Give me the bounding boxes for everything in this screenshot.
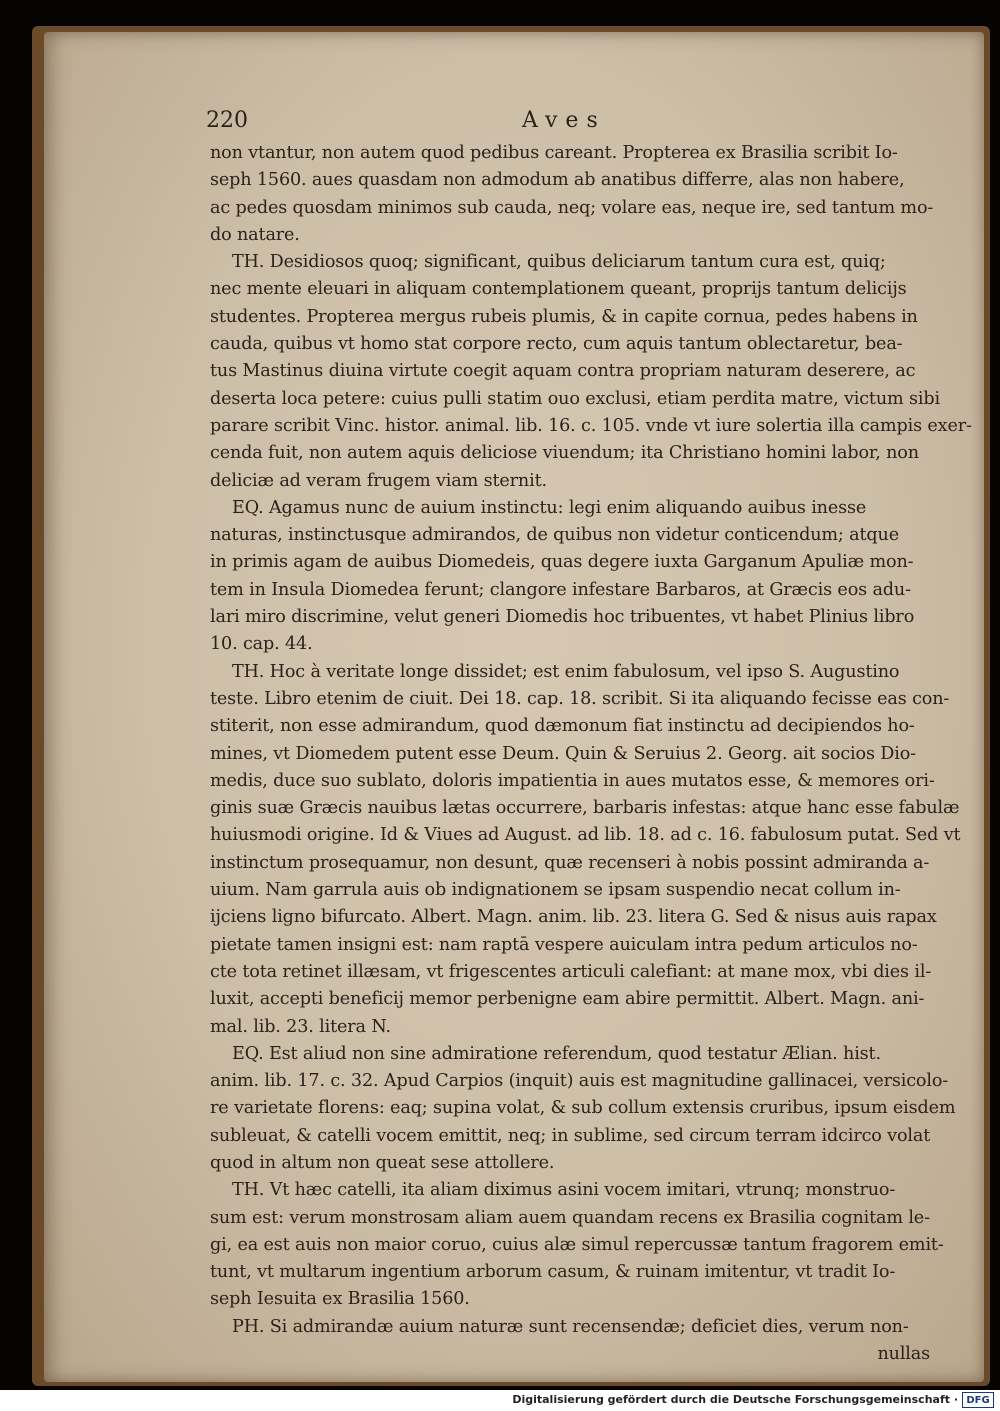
text-line: nec mente eleuari in aliquam contemplationem queant, proprijs tantum delicijs (210, 279, 907, 300)
text-line: deliciæ ad veram frugem viam sternit. (210, 470, 547, 491)
text-line: parare scribit Vinc. histor. animal. lib. 16. c. 105. vnde vt iure solertia illa campis exer- (210, 415, 972, 436)
funding-notice: Digitalisierung gefördert durch die Deutsche Forschungsgemeinschaft · (512, 1393, 958, 1406)
text-line: in primis agam de auibus Diomedeis, quas degere iuxta Garganum Apuliæ mon- (210, 552, 914, 573)
text-line: studentes. Propterea mergus rubeis plumis, & in capite cornua, pedes habens in (210, 306, 918, 327)
text-line: non vtantur, non autem quod pedibus careant. Propterea ex Brasilia scribit Io- (210, 143, 898, 163)
text-line: naturas, instinctusque admirandos, de quibus non videtur conticendum; atque (210, 525, 899, 546)
text-line: quod in altum non queat sese attollere. (210, 1152, 555, 1173)
text-line: sum est: verum monstrosam aliam auem quandam recens ex Brasilia cognitam le- (210, 1207, 930, 1228)
text-line: TH. Hoc à veritate longe dissidet; est enim fabulosum, vel ipso S. Augustino (232, 661, 900, 682)
text-line: luxit, accepti beneficij memor perbenigne eam abire permittit. Albert. Magn. ani- (210, 989, 925, 1010)
text-line: pietate tamen insigni est: nam raptā vespere auiculam intra pedum articulos no- (210, 934, 918, 955)
body-text (210, 140, 972, 1368)
text-line: EQ. Est aliud non sine admiratione referendum, quod testatur Ælian. hist. (232, 1043, 881, 1064)
text-line: re varietate florens: eaq; supina volat, & sub collum extensis cruribus, ipsum eisdem (210, 1098, 956, 1119)
text-line: mal. lib. 23. litera N. (210, 1016, 391, 1037)
text-line: TH. Vt hæc catelli, ita aliam diximus asini vocem imitari, vtrunq; monstruo- (232, 1180, 896, 1201)
text-line: teste. Libro etenim de ciuit. Dei 18. cap. 18. scribit. Si ita aliquando fecisse eas con- (210, 688, 950, 709)
page-number: 220 (206, 108, 248, 133)
page-header (206, 108, 626, 138)
text-line: huiusmodi origine. Id & Viues ad August. ad lib. 18. ad c. 16. fabulosum putat. Sed vt (210, 825, 961, 846)
text-line: PH. Si admirandæ auium naturæ sunt recensendæ; deficiet dies, verum non- (232, 1316, 909, 1337)
text-line: 10. cap. 44. (210, 634, 313, 655)
text-line: ac pedes quosdam minimos sub cauda, neq; volare eas, neque ire, sed tantum mo- (210, 197, 934, 218)
text-line: tus Mastinus diuina virtute coegit aquam contra propriam naturam deserere, ac (210, 361, 916, 382)
text-line: uium. Nam garrula auis ob indignationem se ipsam suspendio necat collum in- (210, 880, 901, 901)
text-line: lari miro discrimine, velut generi Diomedis hoc tribuentes, vt habet Plinius libro (210, 607, 915, 628)
text-line: tem in Insula Diomedea ferunt; clangore infestare Barbaros, at Græcis eos adu- (210, 579, 911, 600)
text-line: cauda, quibus vt homo stat corpore recto, cum aquis tantum oblectaretur, bea- (210, 334, 903, 355)
footer-bar (0, 1390, 1000, 1411)
running-head: Aves (522, 108, 606, 133)
text-line: seph 1560. aues quasdam non admodum ab anatibus differre, alas non habere, (210, 170, 905, 191)
text-line: deserta loca petere: cuius pulli statim ouo exclusi, etiam perdita matre, victum sibi (210, 388, 940, 409)
text-line: cenda fuit, non autem aquis deliciose viuendum; ita Christiano homini labor, non (210, 443, 919, 464)
text-line: tunt, vt multarum ingentium arborum casum, & ruinam imitentur, vt tradit Io- (210, 1262, 896, 1283)
text-line: ginis suæ Græcis nauibus lætas occurrere, barbaris infestas: atque hanc esse fabulæ (210, 798, 960, 819)
text-line: seph Iesuita ex Brasilia 1560. (210, 1289, 470, 1310)
text-line: EQ. Agamus nunc de auium instinctu: legi enim aliquando auibus inesse (232, 497, 867, 518)
text-line: mines, vt Diomedem putent esse Deum. Quin & Seruius 2. Georg. ait socios Dio- (210, 743, 916, 764)
text-line: cte tota retinet illæsam, vt frigescentes articuli calefiant: at mane mox, vbi dies il- (210, 961, 932, 982)
text-line: gi, ea est auis non maior coruo, cuius alæ simul repercussæ tantum fragorem emit- (210, 1234, 944, 1255)
text-line: subleuat, & catelli vocem emittit, neq; in sublime, sed circum terram idcirco volat (210, 1125, 931, 1146)
dfg-logo: DFG (962, 1392, 994, 1408)
text-line: stiterit, non esse admirandum, quod dæmonum fiat instinctu ad decipiendos ho- (210, 716, 915, 737)
text-line: instinctum prosequamur, non desunt, quæ recenseri à nobis possint admiranda a- (210, 852, 930, 873)
text-line: ijciens ligno bifurcato. Albert. Magn. anim. lib. 23. litera G. Sed & nisus auis rapax (210, 907, 937, 928)
text-line: do natare. (210, 224, 300, 245)
text-line: TH. Desidiosos quoq; significant, quibus deliciarum tantum cura est, quiq; (232, 252, 886, 273)
text-line: anim. lib. 17. c. 32. Apud Carpios (inquit) auis est magnitudine gallinacei, versicolo- (210, 1071, 949, 1092)
text-line: medis, duce suo sublato, doloris impatientia in aues mutatos esse, & memores ori- (210, 770, 935, 791)
text-line: nullas (877, 1344, 930, 1365)
